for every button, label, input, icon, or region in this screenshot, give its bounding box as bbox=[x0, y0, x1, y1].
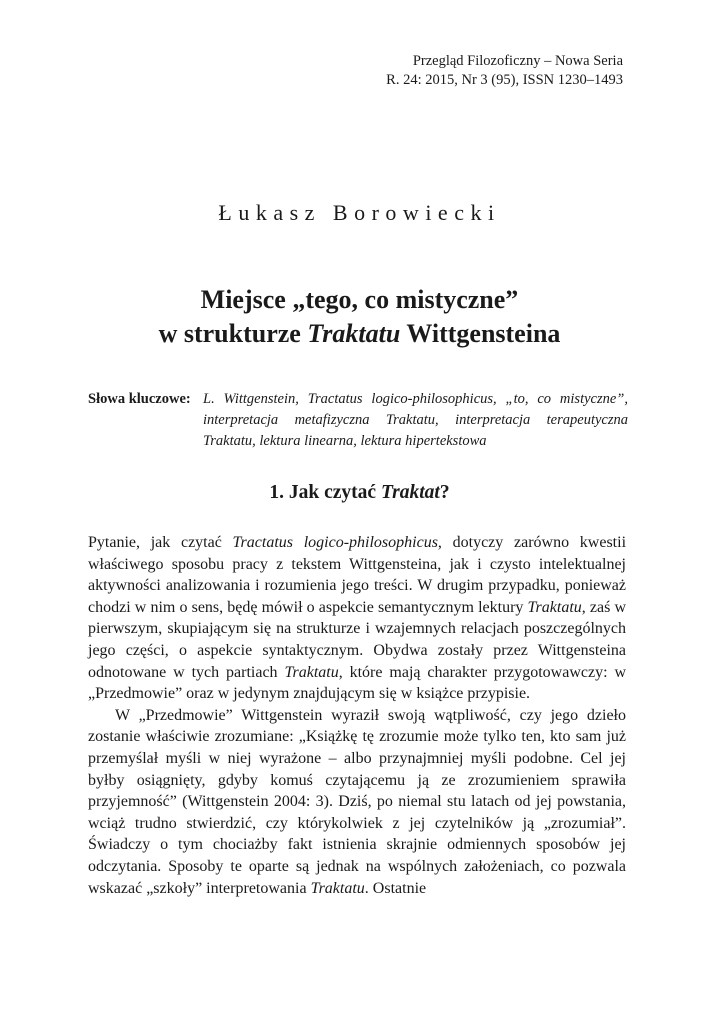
text-run: , które mają charakter przygotowawczy: w „Przedmowie” oraz w jedynym znajdującym się w książce przypisie. bbox=[88, 663, 627, 703]
text-run: , dotyczy zarówno kwestii właściwego sposobu pracy z tekstem Wittgensteina, jak i czysto intelektualnej aktywności analizowania i rozumienia jego treści. W drugim przypadku, ponieważ chodzi w nim o sens, będę mówił o aspekcie semantycznym lektury bbox=[88, 534, 627, 616]
text-run: , zaś w pierwszym, skupiającym się na strukturze i wzajemnych relacjach poszczególnych jego części, o aspekcie syntaktycznym. Obydwa zostały przez Wittgensteina odnotowane w tych partiach bbox=[88, 598, 627, 681]
paragraph-1 bbox=[88, 532, 626, 705]
article-title bbox=[0, 283, 719, 351]
journal-name: Przegląd Filozoficzny – Nowa Seria bbox=[412, 53, 623, 69]
title-italic: Traktatu bbox=[307, 319, 401, 348]
title-text: Wittgensteina bbox=[400, 319, 561, 348]
title-line-2 bbox=[0, 317, 719, 351]
paragraph-2 bbox=[88, 705, 626, 899]
journal-header bbox=[386, 52, 623, 90]
text-run: Pytanie, jak czytać bbox=[88, 534, 233, 551]
section-number: 1. Jak czytać bbox=[269, 482, 381, 503]
keywords-text: L. Wittgenstein, Tractatus logico-philosophicus, „to, co mistyczne”, interpretacja metafizyczna Traktatu, interpretacja terapeutyczna Traktatu, lektura linearna, lektura hipertekstowa bbox=[203, 391, 628, 449]
text-run: . Ostatnie bbox=[364, 879, 427, 897]
text-run-italic: Traktatu bbox=[310, 879, 365, 897]
section-heading bbox=[0, 482, 719, 504]
text-run-italic: Tractatus logico-philosophicus bbox=[232, 534, 438, 551]
text-run-italic: Traktatu bbox=[284, 663, 339, 681]
article-body bbox=[88, 532, 626, 899]
title-text: w strukturze bbox=[158, 319, 308, 348]
author-name: Łukasz Borowiecki bbox=[218, 200, 501, 225]
title-line-1: Miejsce „tego, co mistyczne” bbox=[200, 285, 519, 314]
text-run: W „Przedmowie” Wittgenstein wyraził swoją wątpliwość, czy jego dzieło zostanie właściwie zrozumiane: „Książkę tę zrozumie może tylko ten, kto sam już przemyślał myśli w niej wyrażone – albo przynajmniej myśli podobne. Cel jej byłby osiągnięty, gdyby komuś czytającemu ją ze zrozumieniem sprawiła przyjemność” (Wittgenstein 2004: 3). Dziś, po niemal stu latach od jej powstania, wciąż trudno stwierdzić, czy którykolwiek z jej czytelników ją „zrozumiał”. Świadczy o tym chociażby fakt istnienia skrajnie odmiennych sposobów jej odczytania. Sposoby te oparte są jednak na wspólnych założeniach, co pozwala wskazać „szkoły” interpretowania bbox=[88, 706, 626, 897]
section-title-post: ? bbox=[439, 482, 450, 503]
keywords-label: Słowa kluczowe: bbox=[88, 391, 191, 407]
section-title-italic: Traktat bbox=[380, 482, 440, 503]
journal-issue: R. 24: 2015, Nr 3 (95), ISSN 1230–1493 bbox=[386, 72, 623, 88]
text-run-italic: Traktatu bbox=[527, 598, 582, 616]
